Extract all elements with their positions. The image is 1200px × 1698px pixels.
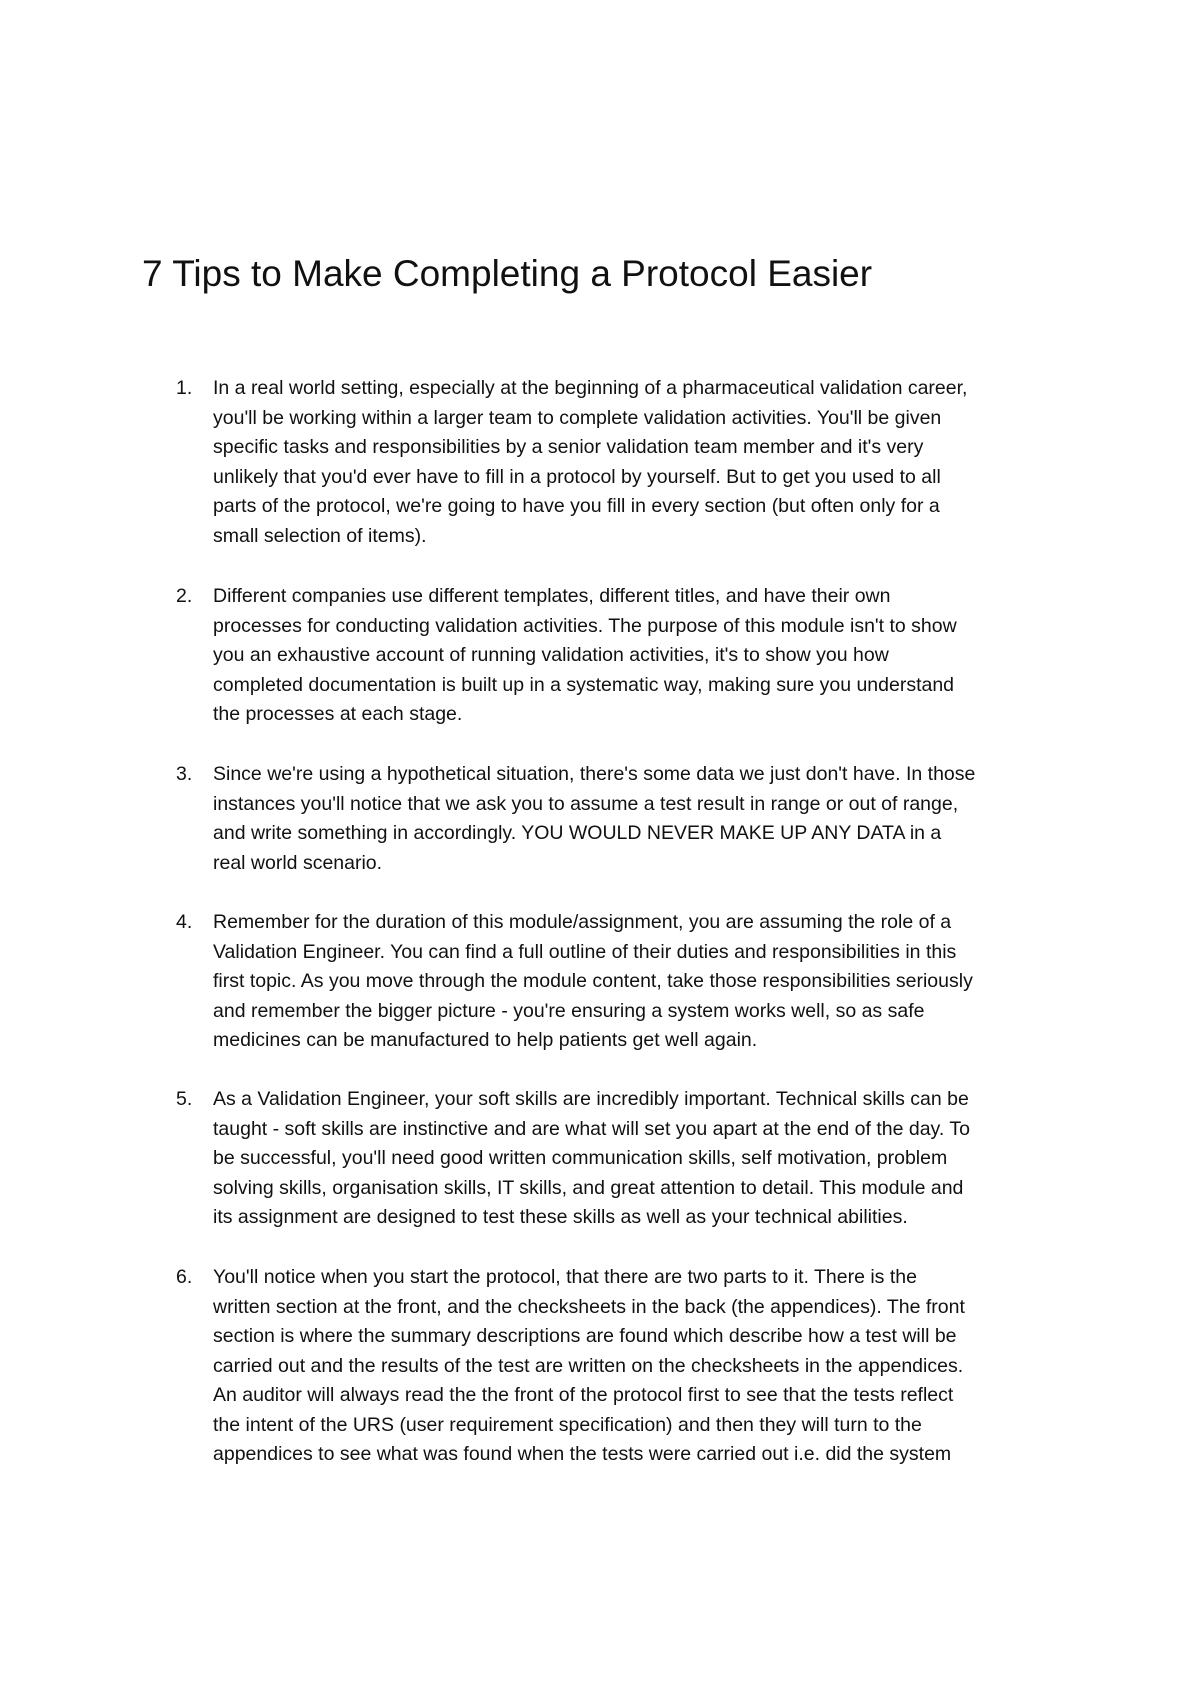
tip-line: appendices to see what was found when the tests were carried out i.e. did the system xyxy=(213,1443,952,1465)
tip-line: You'll notice when you start the protocol, that there are two parts to it. There is the xyxy=(213,1266,917,1288)
tip-line: its assignment are designed to test these skills as well as your technical abilities. xyxy=(213,1206,908,1228)
tip-line: you an exhaustive account of running validation activities, it's to show you how xyxy=(213,644,889,666)
tip-line: real world scenario. xyxy=(213,851,383,874)
tip-text xyxy=(213,908,1093,1056)
tip-number: 4. xyxy=(176,911,193,933)
tip-line: and remember the bigger picture - you're ensuring a system works well, so as safe xyxy=(213,999,925,1022)
tip-text xyxy=(213,1085,1093,1233)
tip-line: processes for conducting validation activities. The purpose of this module isn't to show xyxy=(213,614,957,637)
tip-line: first topic. As you move through the module content, take those responsibilities seriously xyxy=(213,970,973,992)
tip-line: section is where the summary descriptions are found which describe how a test will be xyxy=(213,1325,957,1347)
tip-line: medicines can be manufactured to help patients get well again. xyxy=(213,1029,758,1051)
tip-line: Different companies use different templates, different titles, and have their own xyxy=(213,585,891,607)
tip-line: unlikely that you'd ever have to fill in a protocol by yourself. But to get you used to all xyxy=(213,465,941,488)
tip-number: 2. xyxy=(176,585,193,607)
tip-line: solving skills, organisation skills, IT skills, and great attention to detail. This module and xyxy=(213,1176,964,1199)
tip-line: carried out and the results of the test are written on the checksheets in the appendices. xyxy=(213,1354,964,1377)
tip-line: the intent of the URS (user requirement specification) and then they will turn to the xyxy=(213,1413,922,1436)
tip-line: small selection of items). xyxy=(213,524,427,547)
tip-line: Validation Engineer. You can find a full outline of their duties and responsibilities in this xyxy=(213,940,957,963)
tip-line: and write something in accordingly. YOU WOULD NEVER MAKE UP ANY DATA in a xyxy=(213,822,942,844)
tip-line: An auditor will always read the the front of the protocol first to see that the tests reflect xyxy=(213,1384,954,1406)
tip-line: Since we're using a hypothetical situation, there's some data we just don't have. In those xyxy=(213,763,976,785)
tip-line: instances you'll notice that we ask you to assume a test result in range or out of range, xyxy=(213,792,959,815)
document-title: 7 Tips to Make Completing a Protocol Easier xyxy=(142,253,873,294)
tip-text xyxy=(213,582,1093,730)
tip-line: the processes at each stage. xyxy=(213,703,463,725)
tip-number: 5. xyxy=(176,1088,193,1110)
tip-line: taught - soft skills are instinctive and are what will set you apart at the end of the day. To xyxy=(213,1117,970,1140)
tip-line: specific tasks and responsibilities by a senior validation team member and it's very xyxy=(213,436,924,458)
tip-line: As a Validation Engineer, your soft skills are incredibly important. Technical skills can be xyxy=(213,1088,969,1110)
tip-number: 3. xyxy=(176,763,193,785)
tip-line: written section at the front, and the checksheets in the back (the appendices). The front xyxy=(213,1295,965,1318)
tip-number: 6. xyxy=(176,1266,193,1288)
tip-text xyxy=(213,1263,1093,1470)
tip-text xyxy=(213,374,1093,551)
tip-text xyxy=(213,760,1093,878)
tip-line: parts of the protocol, we're going to have you fill in every section (but often only for a xyxy=(213,495,940,517)
tip-line: Remember for the duration of this module/assignment, you are assuming the role of a xyxy=(213,911,952,933)
tip-line: completed documentation is built up in a systematic way, making sure you understand xyxy=(213,673,955,696)
tip-number: 1. xyxy=(176,377,193,399)
tip-line: In a real world setting, especially at the beginning of a pharmaceutical validation career, xyxy=(213,377,968,399)
tip-line: be successful, you'll need good written communication skills, self motivation, problem xyxy=(213,1147,948,1169)
tip-line: you'll be working within a larger team to complete validation activities. You'll be given xyxy=(213,406,942,429)
